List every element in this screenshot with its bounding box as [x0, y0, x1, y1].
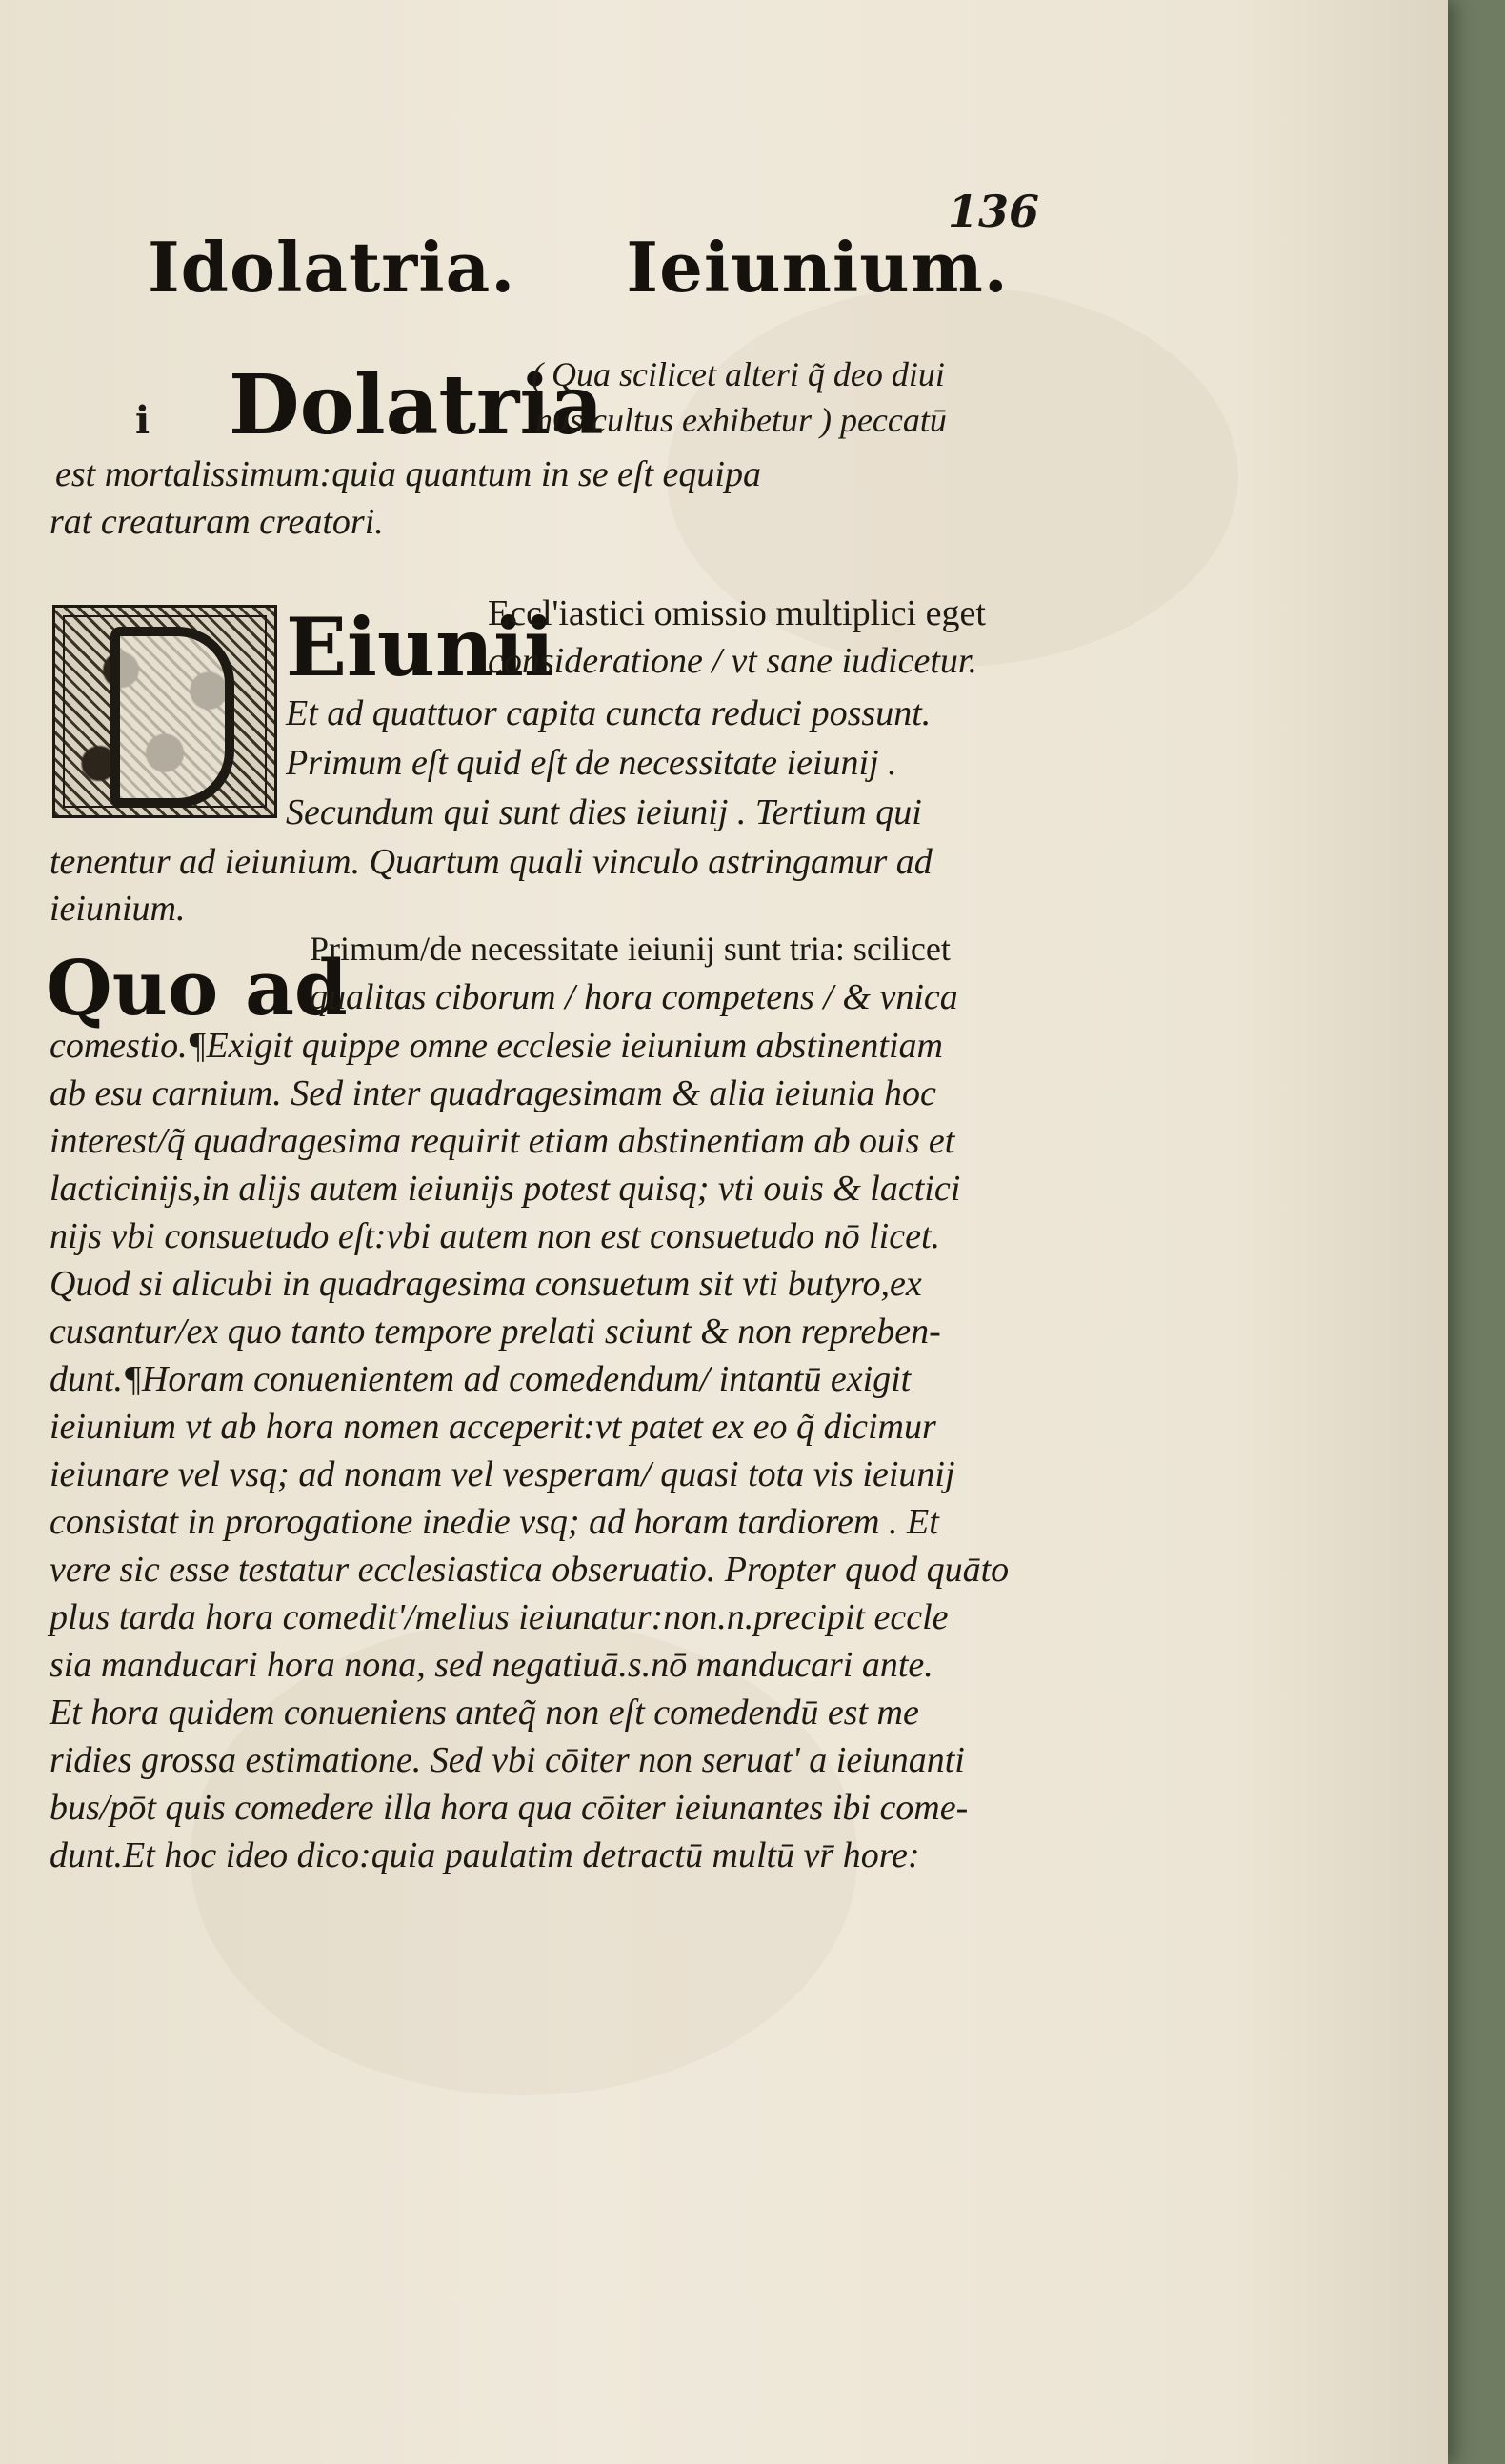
heading-word-ieiunii: Eiunii [286, 600, 554, 694]
text-line: Quod si alicubi in quadragesima consuetum sit vti butyro,ex [50, 1264, 922, 1304]
text-line: Eccl'iastici omissio multiplici eget [488, 593, 986, 633]
text-line: interest/q̃ quadragesima requirit etiam abstinentiam ab ouis et [50, 1121, 955, 1161]
text-line: ( Qua scilicet alteri q̃ deo diui [532, 355, 945, 393]
heading-word-quoad: Quo ad [46, 943, 348, 1032]
initial-letter-shape [110, 627, 234, 808]
text-line: cusantur/ex quo tanto tempore prelati sciunt & non repreben- [50, 1312, 941, 1352]
text-line: ridies grossa estimatione. Sed vbi cōiter non seruat' a ieiunanti [50, 1740, 965, 1780]
text-line: vere sic esse testatur ecclesiastica obseruatio. Propter quod quāto [50, 1550, 1010, 1590]
text-line: consideratione / vt sane iudicetur. [488, 641, 977, 681]
text-line: consistat in prorogatione inedie vsq; ad horam tardiorem . Et [50, 1502, 939, 1542]
text-line: dunt.¶Horam conuenientem ad comedendum/ intantū exigit [50, 1359, 912, 1399]
running-head-left: Idolatria. [148, 227, 516, 308]
text-line: rat creaturam creatori. [50, 502, 384, 542]
text-line: Et hora quidem conueniens anteq̃ non eſt comedendū est me [50, 1693, 919, 1733]
text-line: dunt.Et hoc ideo dico:quia paulatim detractū multū vr̄ hore: [50, 1835, 920, 1875]
text-line: ab esu carnium. Sed inter quadragesimam & alia ieiunia hoc [50, 1073, 936, 1113]
page-number: 136 [948, 186, 1040, 237]
running-head [148, 227, 1094, 308]
text-line: sia manducari hora nona, sed negatiuā.s.nō manducari ante. [50, 1645, 933, 1685]
decorated-initial [52, 605, 277, 818]
text-line: plus tarda hora comedit'/melius ieiunatur:non.n.precipit eccle [50, 1597, 949, 1637]
text-line: nus cultus exhibetur ) peccatū [535, 401, 947, 439]
text-line: Primum eſt quid eſt de necessitate ieiunij . [286, 743, 897, 783]
text-line: Secundum qui sunt dies ieiunij . Tertium qui [286, 792, 922, 832]
text-line: ieiunium vt ab hora nomen acceperit:vt patet ex eo q̃ dicimur [50, 1407, 936, 1447]
text-line: ieiunare vel vsq; ad nonam vel vesperam/ quasi tota vis ieiunij [50, 1454, 955, 1494]
text-line: comestio.¶Exigit quippe omne ecclesie ieiunium abstinentiam [50, 1026, 943, 1066]
marginal-letter: i [135, 398, 150, 443]
heading-word-idolatria: Dolatria [229, 357, 604, 453]
text-line: est mortalissimum:quia quantum in se eſt equipa [55, 454, 761, 494]
text-line: ieiunium. [50, 889, 186, 929]
text-line: nijs vbi consuetudo eſt:vbi autem non est consuetudo nō licet. [50, 1216, 941, 1256]
text-line: bus/pōt quis comedere illa hora qua cōiter ieiunantes ibi come- [50, 1788, 969, 1828]
text-line: tenentur ad ieiunium. Quartum quali vinculo astringamur ad [50, 842, 933, 882]
text-line: Et ad quattuor capita cuncta reduci possunt. [286, 693, 932, 733]
running-head-right: Ieiunium. [626, 227, 1009, 308]
text-line: lacticinijs,in alijs autem ieiunijs potest quisq; vti ouis & lactici [50, 1169, 961, 1209]
text-line: Primum/de necessitate ieiunij sunt tria: scilicet [310, 930, 951, 968]
text-line: qualitas ciborum / hora competens / & vnica [310, 977, 958, 1017]
